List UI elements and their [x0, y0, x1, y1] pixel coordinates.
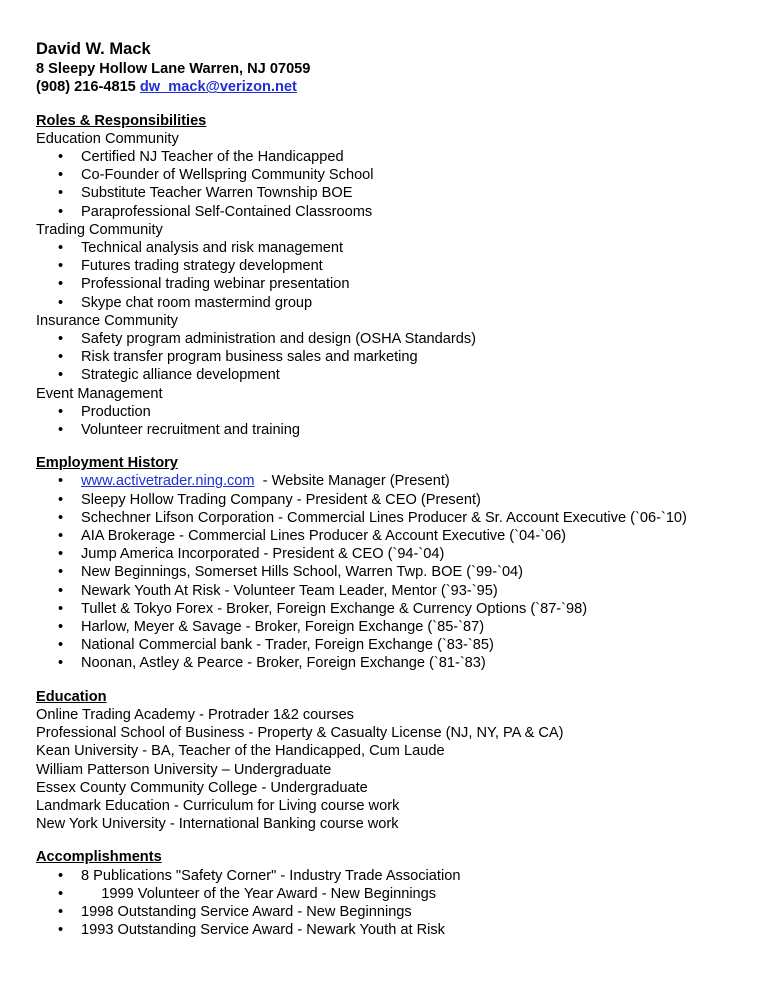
bullet-icon: •: [58, 509, 64, 526]
role-item-text: Certified NJ Teacher of the Handicapped: [81, 149, 344, 165]
role-group-list: [36, 148, 768, 221]
bullet-icon: •: [58, 600, 64, 617]
role-item: [36, 421, 768, 439]
bullet-icon: •: [58, 149, 64, 165]
accomplishment-item: [36, 867, 768, 885]
role-item-text: Production: [81, 403, 151, 420]
bullet-icon: •: [58, 922, 64, 939]
education-line: William Patterson University – Undergraduate: [36, 761, 332, 778]
role-item: [36, 257, 768, 275]
bullet-icon: •: [58, 367, 64, 384]
role-item: [36, 294, 768, 312]
role-group-list: [36, 403, 768, 439]
accomplishment-item: [36, 921, 768, 939]
role-item-text: Futures trading strategy development: [81, 258, 323, 275]
resume-name: David W. Mack: [36, 40, 151, 58]
accomplishment-item-text: 1993 Outstanding Service Award - Newark Youth at Risk: [81, 922, 445, 939]
role-item-text: Technical analysis and risk management: [81, 240, 344, 257]
employment-item-text: - Website Manager (Present): [254, 473, 450, 490]
role-group-label: Event Management: [36, 385, 163, 402]
employment-item: [36, 582, 768, 600]
employment-item-text: AIA Brokerage - Commercial Lines Producer & Account Executive (`04-`06): [81, 528, 567, 545]
employment-list: [36, 472, 768, 672]
role-group-list: [36, 239, 768, 312]
role-group-label: Insurance Community: [36, 312, 178, 329]
employment-item-text: Harlow, Meyer & Savage - Broker, Foreign Exchange (`85-`87): [81, 619, 485, 636]
role-item: [36, 166, 768, 184]
bullet-icon: •: [58, 422, 64, 439]
employment-item: [36, 509, 768, 527]
bullet-icon: •: [58, 528, 64, 545]
employment-section-title: Employment History: [36, 455, 178, 472]
roles-section: [36, 130, 768, 439]
role-item-text: Volunteer recruitment and training: [81, 422, 301, 439]
education-line: New York University - International Banking course work: [36, 816, 399, 833]
bullet-icon: •: [58, 294, 64, 311]
employment-item-text: Noonan, Astley & Pearce - Broker, Foreign Exchange (`81-`83): [81, 655, 486, 672]
role-item: [36, 366, 768, 384]
role-item: [36, 239, 768, 257]
bullet-icon: •: [58, 258, 64, 275]
accomplishment-item: [36, 885, 768, 903]
bullet-icon: •: [58, 564, 64, 581]
bullet-icon: •: [58, 546, 64, 563]
accomplishment-item: [36, 903, 768, 921]
employment-item-text: National Commercial bank - Trader, Foreign Exchange (`83-`85): [81, 637, 494, 654]
employment-item-text: New Beginnings, Somerset Hills School, Warren Twp. BOE (`99-`04): [81, 564, 524, 581]
employment-item-text: Schechner Lifson Corporation - Commercial Lines Producer & Sr. Account Executive (`06-`10): [81, 509, 687, 526]
education-line: Online Trading Academy - Protrader 1&2 courses: [36, 706, 354, 723]
role-item: [36, 348, 768, 366]
bullet-icon: •: [58, 903, 64, 920]
website-link[interactable]: www.activetrader.ning.com: [81, 473, 255, 490]
bullet-icon: •: [58, 473, 64, 490]
role-item: [36, 203, 768, 221]
bullet-icon: •: [58, 240, 64, 257]
bullet-icon: •: [58, 637, 64, 654]
employment-item-text: Newark Youth At Risk - Volunteer Team Leader, Mentor (`93-`95): [81, 582, 498, 599]
role-item-text: Professional trading webinar presentation: [81, 276, 350, 293]
bullet-icon: •: [58, 655, 64, 672]
accomplishments-list: [36, 867, 768, 940]
accomplishment-item-text: 1998 Outstanding Service Award - New Beginnings: [81, 903, 412, 920]
bullet-icon: •: [58, 167, 64, 184]
employment-item-text: Jump America Incorporated - President & CEO (`94-`04): [81, 546, 445, 563]
accomplishment-item-text: 8 Publications "Safety Corner" - Industry Trade Association: [81, 867, 461, 884]
education-line: Landmark Education - Curriculum for Living course work: [36, 797, 400, 814]
employment-item: [36, 491, 768, 509]
roles-section-title: Roles & Responsibilities: [36, 112, 207, 129]
employment-item: [36, 545, 768, 563]
role-item: [36, 275, 768, 293]
contact-line: [36, 78, 768, 96]
bullet-icon: •: [58, 885, 64, 902]
bullet-icon: •: [58, 619, 64, 636]
employment-item: [36, 563, 768, 581]
employment-item: [36, 600, 768, 618]
bullet-icon: •: [58, 403, 64, 420]
employment-item-text: Tullet & Tokyo Forex - Broker, Foreign Exchange & Currency Options (`87-`98): [81, 600, 588, 617]
role-item-text: Co-Founder of Wellspring Community School: [81, 167, 374, 184]
phone-number: (908) 216-4815: [36, 79, 136, 96]
employment-item-text: Sleepy Hollow Trading Company - President & CEO (Present): [81, 491, 481, 508]
role-item-text: Risk transfer program business sales and marketing: [81, 349, 418, 366]
accomplishment-item-text: 1999 Volunteer of the Year Award - New Beginnings: [81, 885, 437, 902]
bullet-icon: •: [58, 349, 64, 366]
address-line: 8 Sleepy Hollow Lane Warren, NJ 07059: [36, 61, 311, 77]
employment-item: [36, 636, 768, 654]
education-section-title: Education: [36, 688, 107, 705]
email-link[interactable]: dw_mack@verizon.net: [139, 79, 297, 96]
role-item-text: Strategic alliance development: [81, 367, 280, 384]
role-item: [36, 184, 768, 202]
role-item-text: Safety program administration and design (OSHA Standards): [81, 331, 477, 348]
bullet-icon: •: [58, 331, 64, 348]
employment-item: [36, 527, 768, 545]
accomplishments-section-title: Accomplishments: [36, 849, 162, 866]
bullet-icon: •: [58, 867, 64, 884]
employment-item: [36, 472, 768, 490]
role-item: [36, 148, 768, 166]
education-line: Essex County Community College - Undergraduate: [36, 779, 368, 796]
role-item-text: Paraprofessional Self-Contained Classrooms: [81, 203, 373, 220]
bullet-icon: •: [58, 582, 64, 599]
role-group-label: Education Community: [36, 130, 179, 147]
education-section: [36, 706, 768, 833]
role-group-list: [36, 330, 768, 385]
role-item: [36, 330, 768, 348]
role-item-text: Skype chat room mastermind group: [81, 294, 313, 311]
role-item: [36, 403, 768, 421]
bullet-icon: •: [58, 276, 64, 293]
employment-item: [36, 618, 768, 636]
bullet-icon: •: [58, 203, 64, 220]
role-group-label: Trading Community: [36, 221, 163, 238]
education-line: Kean University - BA, Teacher of the Handicapped, Cum Laude: [36, 743, 445, 760]
bullet-icon: •: [58, 185, 64, 202]
bullet-icon: •: [58, 491, 64, 508]
education-line: Professional School of Business - Property & Casualty License (NJ, NY, PA & CA): [36, 725, 564, 742]
role-item-text: Substitute Teacher Warren Township BOE: [81, 185, 353, 202]
employment-item: [36, 654, 768, 672]
